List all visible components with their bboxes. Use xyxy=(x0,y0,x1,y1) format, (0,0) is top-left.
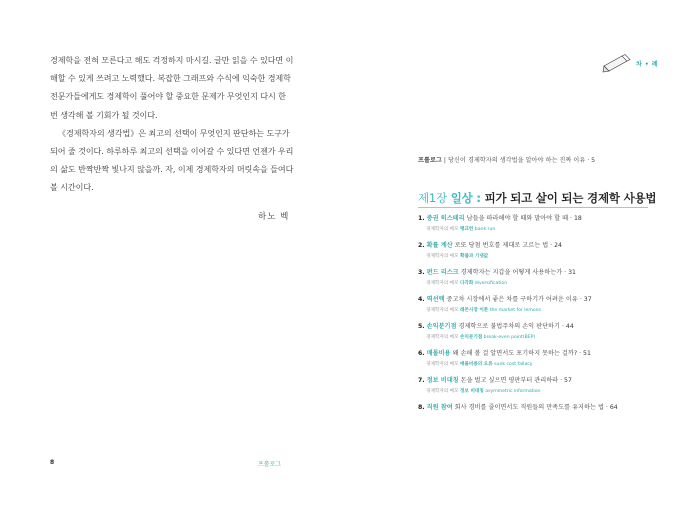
entry-title: 역선택 xyxy=(426,296,445,303)
entry-number: 2. xyxy=(418,242,425,249)
entry-number: 1. xyxy=(418,215,425,222)
toc-entry[interactable] xyxy=(418,212,658,239)
memo-term-en: sunk cost fallacy xyxy=(494,362,533,367)
toc-entry[interactable] xyxy=(418,266,658,293)
entry-main xyxy=(418,239,658,252)
toc-tab-label: 차 • 례 xyxy=(636,61,659,68)
entry-desc: 경제학으로 불법주차의 손익 판단하기 · 44 xyxy=(456,323,574,330)
entry-desc: 로또 당첨 번호를 제대로 고르는 법 · 24 xyxy=(452,242,562,249)
entry-title: 펀드 리스크 xyxy=(426,269,459,276)
prologue-text: | 당신이 경제학자의 생각법을 알아야 하는 진짜 이유 · 5 xyxy=(441,157,596,164)
entry-desc: 돈을 벌고 싶으면 평판부터 관리하라 · 57 xyxy=(458,377,572,384)
entry-memo xyxy=(418,333,658,343)
memo-term: 확률과 기댓값 xyxy=(460,254,489,259)
page-number: 8 xyxy=(50,459,55,466)
memo-label: 경제학자의 메모 xyxy=(426,308,459,313)
entry-memo xyxy=(418,225,658,235)
prologue-label: 프롤로그 xyxy=(418,157,442,164)
entry-memo xyxy=(418,387,658,397)
entry-title: 매몰비용 xyxy=(426,350,451,357)
memo-term: 정보 비대칭 xyxy=(460,389,484,394)
memo-term: 손익분기점 xyxy=(460,335,483,340)
entry-main xyxy=(418,401,658,414)
memo-label: 경제학자의 메모 xyxy=(426,362,459,367)
memo-term: 레몬시장 이론 xyxy=(460,308,489,313)
chapter-number: 제1장 xyxy=(418,191,447,205)
chapter-heading xyxy=(418,190,656,206)
memo-term: 매몰비용의 오류 xyxy=(460,362,493,367)
entry-desc: 왜 손해 볼 걸 알면서도 포기하지 못하는 걸까? · 51 xyxy=(450,350,591,357)
memo-term-en: bank run xyxy=(474,227,496,232)
paragraph-2: 《경제학자의 생각법》은 최고의 선택이 무엇인지 판단하는 도구가 되어 줄 것이다. 하루하루 최고의 선택을 이어갈 수 있다면 언젠가 우리의 삶도 반짝반짝 빛나지 않을까. 자, 이제 경제학자의 머릿속을 들여다 볼 시간이다. xyxy=(50,127,294,193)
entry-title: 직원 참여 xyxy=(426,404,453,411)
memo-label: 경제학자의 메모 xyxy=(426,335,459,340)
entry-main xyxy=(418,266,658,279)
toc-entry[interactable] xyxy=(418,347,658,374)
author-signature: 하노 벡 xyxy=(258,212,290,222)
entry-title: 중권 히스테리 xyxy=(426,215,465,222)
entry-number: 8. xyxy=(418,404,425,411)
entry-memo xyxy=(418,306,658,316)
entry-main xyxy=(418,347,658,360)
entry-main xyxy=(418,374,658,387)
memo-term-en: the market for lemons xyxy=(489,308,541,313)
entry-number: 7. xyxy=(418,377,425,384)
prologue-line[interactable] xyxy=(418,155,595,164)
entry-title: 손익분기점 xyxy=(426,323,457,330)
memo-term: 다각화 xyxy=(460,281,474,286)
memo-label: 경제학자의 메모 xyxy=(426,389,459,394)
body-text xyxy=(50,51,296,197)
paragraph-1: 경제학을 전혀 모른다고 해도 걱정하지 마시길. 글만 읽을 수 있다면 이해할 수 있게 쓰려고 노력했다. 복잡한 그래프와 수식에 익숙한 경제학 전문가들에게도 경제학이 풀어야 할 중요한 문제가 무엇인지 다시 한 번 생각해 볼 기회가 될 것이다. xyxy=(50,55,294,120)
entry-number: 3. xyxy=(418,269,425,276)
entry-title: 정보 비대칭 xyxy=(426,377,459,384)
entry-memo xyxy=(418,360,658,370)
entry-main xyxy=(418,212,658,225)
entry-main xyxy=(418,293,658,306)
entry-number: 5. xyxy=(418,323,425,330)
chapter-title-accent: 일상 : xyxy=(446,191,481,205)
toc-entry[interactable] xyxy=(418,401,658,428)
memo-label: 경제학자의 메모 xyxy=(426,227,459,232)
chapter-divider xyxy=(418,207,648,208)
toc-entry[interactable] xyxy=(418,374,658,401)
chapter-title: 피가 되고 살이 되는 경제학 사용법 xyxy=(480,191,657,205)
entry-number: 4. xyxy=(418,296,425,303)
entry-memo xyxy=(418,279,658,289)
entry-desc: 경제학자는 지갑을 어떻게 사용하는가 · 31 xyxy=(458,269,576,276)
entry-desc: 중고차 시장에서 좋은 차를 구하기가 어려운 이유 · 37 xyxy=(444,296,592,303)
memo-term-en: diversification xyxy=(474,281,508,286)
toc-list xyxy=(418,212,658,428)
entry-desc: 회사 경비를 줄이면서도 직원들의 만족도를 유지하는 법 · 64 xyxy=(452,404,618,411)
running-title: 프롤로그 xyxy=(258,461,282,468)
memo-term-en: asymmetric information xyxy=(485,389,541,394)
toc-entry[interactable] xyxy=(418,293,658,320)
entry-title: 확률 계산 xyxy=(426,242,453,249)
memo-label: 경제학자의 메모 xyxy=(426,254,459,259)
memo-term: 뱅크런 xyxy=(460,227,474,232)
entry-main xyxy=(418,320,658,333)
toc-entry[interactable] xyxy=(418,239,658,266)
entry-number: 6. xyxy=(418,350,425,357)
toc-entry[interactable] xyxy=(418,320,658,347)
memo-term-en: break-even point(BEP) xyxy=(483,335,536,340)
memo-label: 경제학자의 메모 xyxy=(426,281,459,286)
entry-memo xyxy=(418,252,658,262)
entry-desc: 남들을 따라해야 할 때와 말아야 할 때 · 18 xyxy=(464,215,582,222)
